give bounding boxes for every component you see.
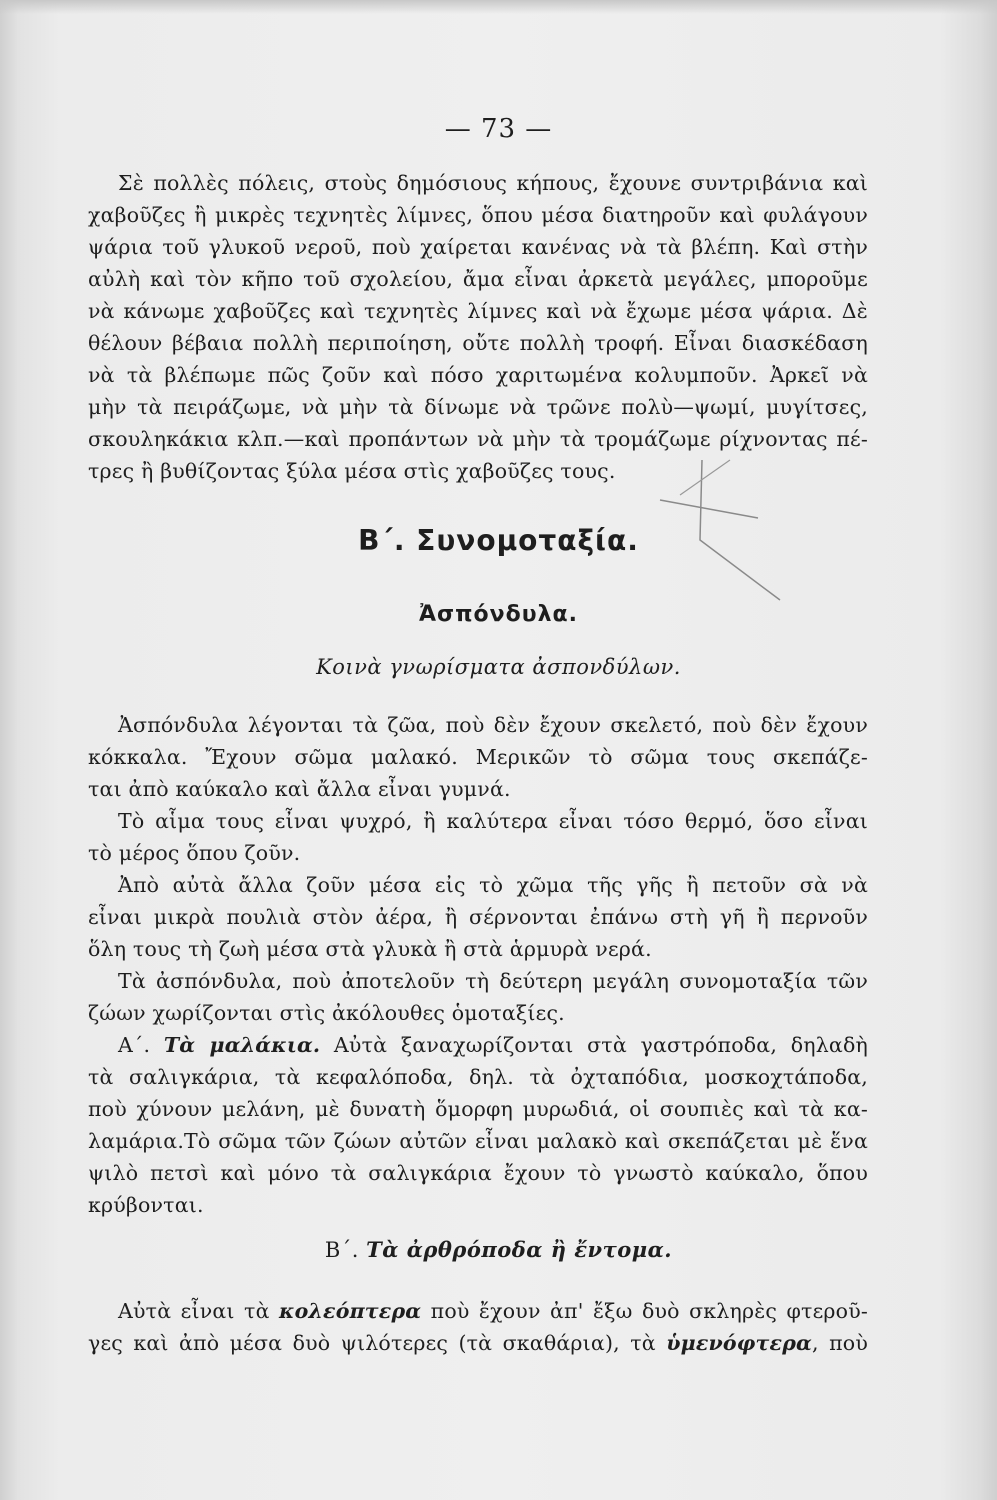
text-line [88,1328,868,1358]
heading-arthropods [0,1237,997,1262]
text-line: ψάρια τοῦ γλυκοῦ νεροῦ, ποὺ χαίρεται κανένας νὰ τὰ βλέπη. Καὶ στὴν [88,235,868,259]
text-line: θέλουν βέβαια πολλὴ περιποίηση, οὔτε πολλὴ τροφή. Εἶναι διασκέδαση [88,331,868,355]
text-fragment: , ποὺ [812,1331,868,1355]
text-line: μὴν τὰ πειράζωμε, νὰ μὴν τὰ δίνωμε νὰ τρῶνε πολὺ—ψωμί, μυγίτσες, [88,395,868,419]
heading-prefix: Β΄. [324,1238,359,1262]
text-line: Τὸ αἷμα τους εἶναι ψυχρό, ἢ καλύτερα εἶναι τόσο θερμό, ὅσο εἶναι [118,809,868,833]
term-molluscs: Τὰ μαλάκια. [163,1033,321,1057]
text-line: Σὲ πολλὲς πόλεις, στοὺς δημόσιους κήπους, ἔχουνε συντριβάνια καὶ [118,171,868,195]
text-line: ποὺ χύνουν μελάνη, μὲ δυνατὴ ὅμορφη μυρωδιά, οἱ σουπιὲς καὶ τὰ κα- [88,1097,868,1121]
text-line: Ἀπὸ αὐτὰ ἄλλα ζοῦν μέσα εἰς τὸ χῶμα τῆς γῆς ἢ πετοῦν σὰ νὰ [118,873,868,897]
section-title: Β΄. Συνομοταξία. [358,524,639,557]
text-line [118,1030,868,1060]
page-edge-shadow [0,0,997,14]
text-line: σκουληκάκια κλπ.—καὶ προπάντων νὰ μὴν τὰ τρομάζωμε ρίχνοντας πέ- [88,427,868,451]
text-line: ὅλη τους τὴ ζωὴ μέσα στὰ γλυκὰ ἢ στὰ ἁρμυρὰ νερά. [88,937,652,961]
term-coleoptera: κολεόπτερα [279,1299,422,1323]
text-line: νὰ κάνωμε χαβοῦζες καὶ τεχνητὲς λίμνες καὶ νὰ ἔχωμε μέσα ψάρια. Δὲ [88,299,868,323]
text-line: νὰ τὰ βλέπωμε πῶς ζοῦν καὶ πόσο χαριτωμένα κολυμποῦν. Ἀρκεῖ νὰ [88,363,868,387]
text-line: τρες ἢ βυθίζοντας ξύλα μέσα στὶς χαβοῦζες τους. [88,459,616,483]
text-line: Τὰ ἀσπόνδυλα, ποὺ ἀποτελοῦν τὴ δεύτερη μεγάλη συνομοταξία τῶν [118,969,868,993]
text-line: ζώων χωρίζονται στὶς ἀκόλουθες ὁμοταξίες. [88,1001,565,1025]
text-fragment: Αὐτὰ ξαναχωρίζονται στὰ γαστρόποδα, δηλαδὴ [333,1033,868,1057]
page-number: — 73 — [444,114,553,144]
text-line: Ἀσπόνδυλα λέγονται τὰ ζῶα, ποὺ δὲν ἔχουν σκελετό, ποὺ δὲν ἔχουν [118,713,868,737]
text-line: ται ἀπὸ καύκαλο καὶ ἄλλα εἶναι γυμνά. [88,777,511,801]
text-line: εἶναι μικρὰ πουλιὰ στὸν ἀέρα, ἢ σέρνονται ἐπάνω στὴ γῆ ἢ περνοῦν [88,905,868,929]
text-fragment: ποὺ ἔχουν ἀπ' ἔξω δυὸ σκληρὲς φτεροῦ- [430,1299,868,1323]
text-line: κρύβονται. [88,1193,204,1217]
italic-heading: Κοινὰ γνωρίσματα ἀσπονδύλων. [316,655,681,679]
term-hymenoptera: ὑμενόφτερα [666,1331,813,1355]
list-prefix: Α΄. [118,1033,151,1057]
text-line: ψιλὸ πετσὶ καὶ μόνο τὰ σαλιγκάρια ἔχουν τὸ γνωστὸ καύκαλο, ὅπου [88,1161,868,1185]
text-line: χαβοῦζες ἢ μικρὲς τεχνητὲς λίμνες, ὅπου μέσα διατηροῦν καὶ φυλάγουν [88,203,868,227]
text-line: τὸ μέρος ὅπου ζοῦν. [88,841,301,865]
subsection-title: Ἀσπόνδυλα. [418,602,579,627]
text-line: αὐλὴ καὶ τὸν κῆπο τοῦ σχολείου, ἄμα εἶναι ἀρκετὰ μεγάλες, μποροῦμε [88,267,868,291]
text-line [118,1296,868,1326]
text-fragment: γες καὶ ἀπὸ μέσα δυὸ ψιλότερες (τὰ σκαθάρια), τὰ [88,1331,656,1355]
text-fragment: Αὐτὰ εἶναι τὰ [118,1299,270,1323]
text-line: τὰ σαλιγκάρια, τὰ κεφαλόποδα, δηλ. τὰ ὀχταπόδια, μοσκοχτάποδα, [88,1065,868,1089]
text-line: κόκκαλα. Ἔχουν σῶμα μαλακό. Μερικῶν τὸ σῶμα τους σκεπάζε- [88,745,868,769]
heading-arthropods-title: Τὰ ἀρθρόποδα ἢ ἔντομα. [366,1237,673,1262]
text-line: λαμάρια.Τὸ σῶμα τῶν ζώων αὐτῶν εἶναι μαλακὸ καὶ σκεπάζεται μὲ ἕνα [88,1129,868,1153]
